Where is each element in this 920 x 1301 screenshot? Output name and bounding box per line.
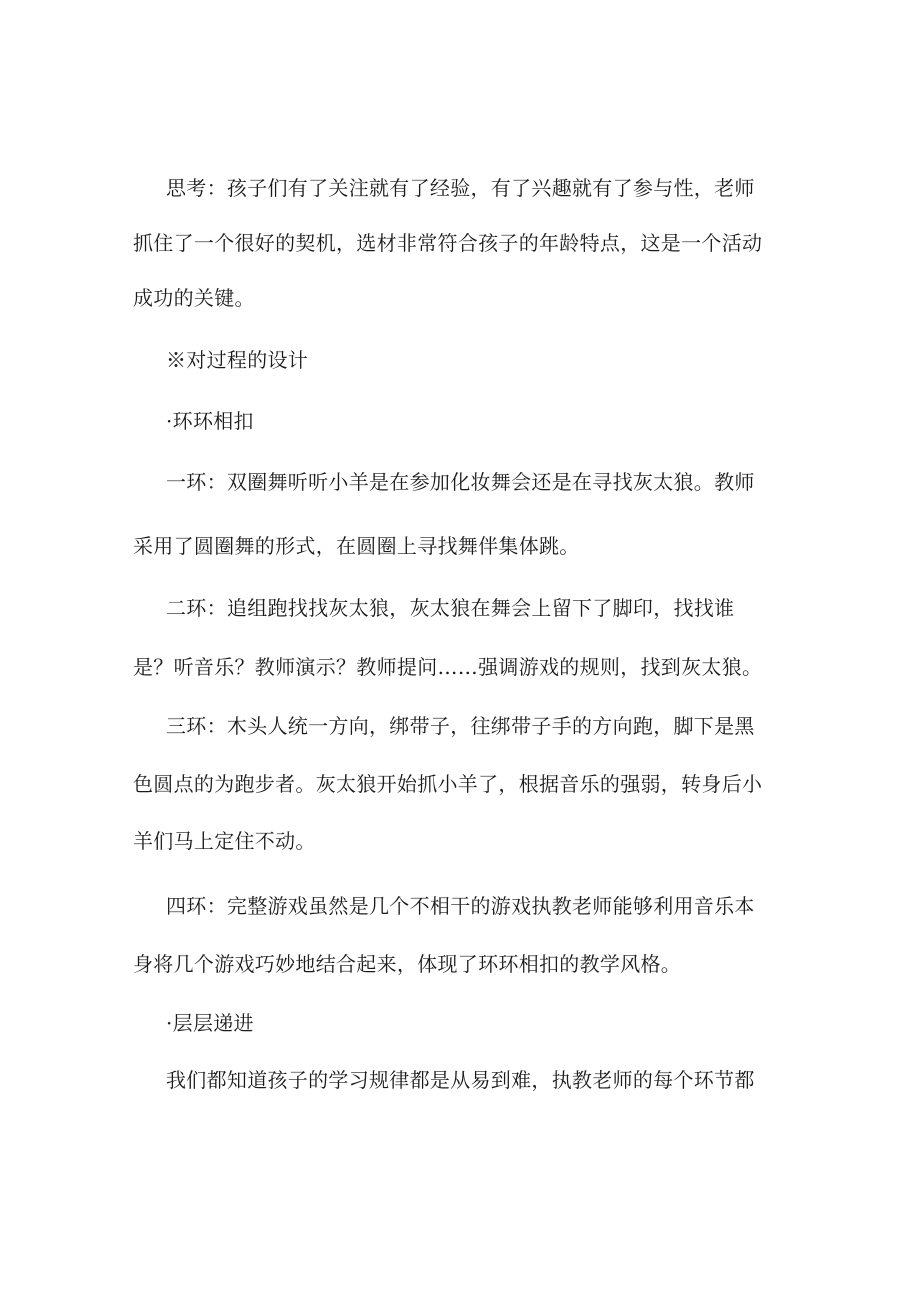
ring-2-line-1: 二环：追组跑找找灰太狼，灰太狼在舞会上留下了脚印，找找谁 xyxy=(166,596,735,620)
ring-1-line-2: 采用了圆圈舞的形式，在圆圈上寻找舞伴集体跳。 xyxy=(133,534,580,558)
ring-4-line-1: 四环：完整游戏虽然是几个不相干的游戏执教老师能够利用音乐本 xyxy=(166,894,755,918)
bullet-heading-progressive: ·层层递进 xyxy=(166,1011,254,1035)
ring-3-line-3: 羊们马上定住不动。 xyxy=(133,829,316,853)
paragraph-1-line-1: 思考：孩子们有了关注就有了经验，有了兴趣就有了参与性，老师 xyxy=(166,176,755,200)
ring-3-line-1: 三环：木头人统一方向，绑带子，往绑带子手的方向跑，脚下是黑 xyxy=(166,714,755,738)
paragraph-1-line-2: 抓住了一个很好的契机，选材非常符合孩子的年龄特点，这是一个活动 xyxy=(133,231,763,255)
section-heading-process-design: ※对过程的设计 xyxy=(166,348,309,372)
ring-3-line-2: 色圆点的为跑步者。灰太狼开始抓小羊了，根据音乐的强弱，转身后小 xyxy=(133,772,763,796)
ring-2-line-2: 是？听音乐？教师演示？教师提问……强调游戏的规则，找到灰太狼。 xyxy=(133,655,763,679)
paragraph-1-line-3: 成功的关键。 xyxy=(133,286,255,310)
ring-4-line-2: 身将几个游戏巧妙地结合起来，体现了环环相扣的教学风格。 xyxy=(133,952,682,976)
final-paragraph-line-1: 我们都知道孩子的学习规律都是从易到难，执教老师的每个环节都 xyxy=(166,1068,755,1092)
bullet-heading-linked: ·环环相扣 xyxy=(166,409,254,433)
ring-1-line-1: 一环：双圈舞听听小羊是在参加化妆舞会还是在寻找灰太狼。教师 xyxy=(166,470,755,494)
